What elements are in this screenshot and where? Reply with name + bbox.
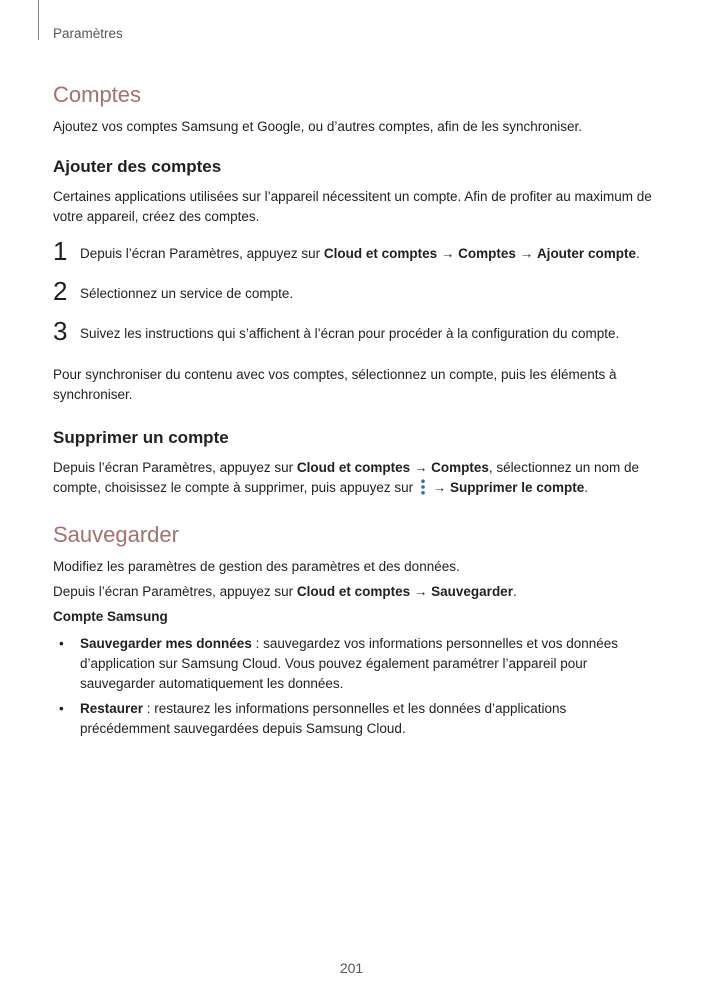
running-header: Paramètres [53, 26, 123, 41]
add-accounts-text: Certaines applications utilisées sur l’appareil nécessitent un compte. Afin de profiter au maximum de votre appareil, créez des comptes. [53, 189, 652, 224]
bullet-dot: • [59, 701, 64, 716]
step-number: 1 [53, 236, 68, 266]
subsection-title-add-accounts: Ajouter des comptes [53, 157, 222, 176]
bullet-text: Restaurer : restaurez les informations personnelles et les données d’applications précédemment sauvegardées depuis Samsung Cloud. [80, 701, 567, 736]
section-title-comptes: Comptes [53, 82, 142, 107]
page-number: 201 [339, 960, 364, 976]
step-1 [53, 236, 663, 268]
list-item [53, 634, 658, 694]
samsung-account-subheading: Compte Samsung [53, 609, 168, 624]
comptes-intro: Ajoutez vos comptes Samsung et Google, ou d’autres comptes, afin de les synchroniser. [53, 119, 583, 134]
sauvegarder-line-2: Depuis l’écran Paramètres, appuyez sur Cloud et comptes → Sauvegarder. [53, 584, 517, 599]
sauvegarder-line-1: Modifiez les paramètres de gestion des paramètres et des données. [53, 559, 460, 574]
step-number: 3 [53, 316, 68, 346]
step-number: 2 [53, 276, 68, 306]
subsection-title-remove-account: Supprimer un compte [53, 428, 229, 447]
sync-text: Pour synchroniser du contenu avec vos comptes, sélectionnez un compte, puis les éléments à synchroniser. [53, 367, 617, 402]
list-item [53, 699, 658, 739]
remove-account-text: Depuis l’écran Paramètres, appuyez sur Cloud et comptes → Comptes, sélectionnez un nom de compte, choisissez le compte à supprimer, puis appuyez sur → Supprimer le compte. [53, 460, 640, 495]
step-2 [53, 276, 663, 308]
kebab-menu-icon [420, 479, 426, 495]
bullet-dot: • [59, 636, 64, 651]
step-text: Depuis l’écran Paramètres, appuyez sur Cloud et comptes → Comptes → Ajouter compte. [80, 246, 640, 261]
section-title-sauvegarder: Sauvegarder [53, 522, 179, 547]
bullet-text: Sauvegarder mes données : sauvegardez vos informations personnelles et vos données d’application sur Samsung Cloud. Vous pouvez également paramétrer l’appareil pour sauvegarder automatiquement les données. [80, 636, 619, 691]
step-text: Sélectionnez un service de compte. [80, 286, 294, 301]
step-text: Suivez les instructions qui s’affichent à l’écran pour procéder à la configuration du compte. [80, 326, 620, 341]
step-3 [53, 316, 663, 348]
header-rule [38, 0, 39, 40]
